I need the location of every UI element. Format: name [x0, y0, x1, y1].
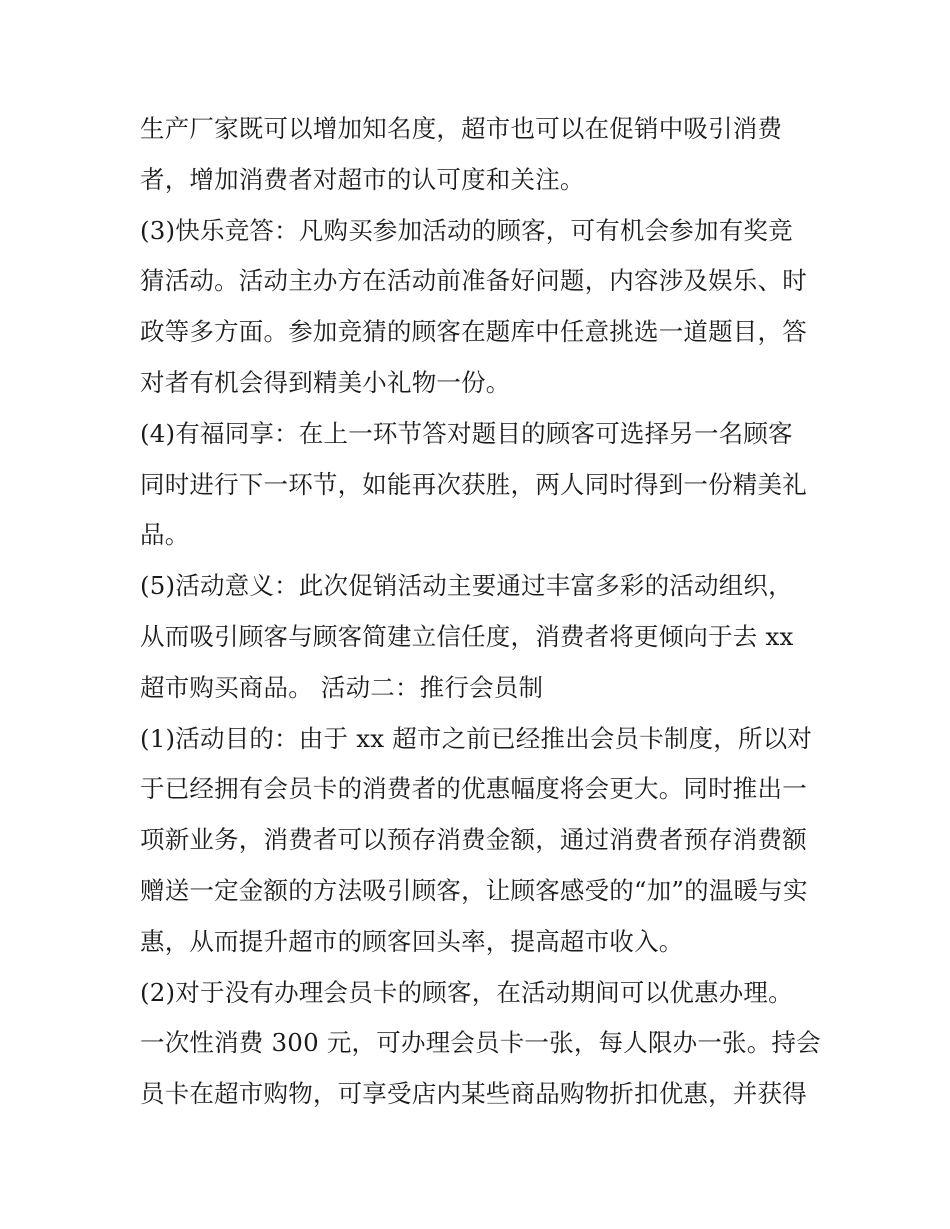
text-line: 惠，从而提升超市的顾客回头率，提高超市收入。	[140, 926, 684, 956]
text-line: (5)活动意义：此次促销活动主要通过丰富多彩的活动组织，	[140, 571, 793, 601]
text-line: (4)有福同享：在上一环节答对题目的顾客可选择另一名顾客	[140, 418, 793, 448]
text-line: 生产厂家既可以增加知名度，超市也可以在促销中吸引消费	[140, 114, 783, 143]
text-line: 于已经拥有会员卡的消费者的优惠幅度将会更大。同时推出一	[140, 774, 807, 804]
text-line: 项新业务，消费者可以预存消费金额，通过消费者预存消费额	[140, 825, 807, 855]
document-body	[140, 104, 820, 1120]
text-line: 政等多方面。参加竞猜的顾客在题库中任意挑选一道题目，答	[140, 317, 807, 347]
text-line: 从而吸引顾客与顾客简建立信任度，消费者将更倾向于去 xx	[140, 621, 794, 651]
text-line: 品。	[140, 520, 190, 550]
text-line: 一次性消费 300 元，可办理会员卡一张，每人限办一张。持会	[140, 1028, 821, 1058]
text-line: 赠送一定金额的方法吸引顾客，让顾客感受的“加”的温暖与实	[140, 875, 808, 905]
text-line: (1)活动目的：由于 xx 超市之前已经推出会员卡制度，所以对	[140, 723, 813, 753]
text-line: 猜活动。活动主办方在活动前准备好问题，内容涉及娱乐、时	[140, 266, 807, 296]
text-line: (3)快乐竞答：凡购买参加活动的顾客，可有机会参加有奖竞	[140, 215, 793, 245]
text-line: 对者有机会得到精美小礼物一份。	[140, 367, 511, 397]
text-line: 者，增加消费者对超市的认可度和关注。	[140, 164, 585, 194]
text-line: 超市购买商品。 活动二：推行会员制	[140, 672, 544, 702]
text-line: 同时进行下一环节，如能再次获胜，两人同时得到一份精美礼	[140, 469, 807, 499]
text-line: 员卡在超市购物，可享受店内某些商品购物折扣优惠，并获得	[140, 1079, 807, 1109]
text-line: (2)对于没有办理会员卡的顾客，在活动期间可以优惠办理。	[140, 977, 793, 1007]
